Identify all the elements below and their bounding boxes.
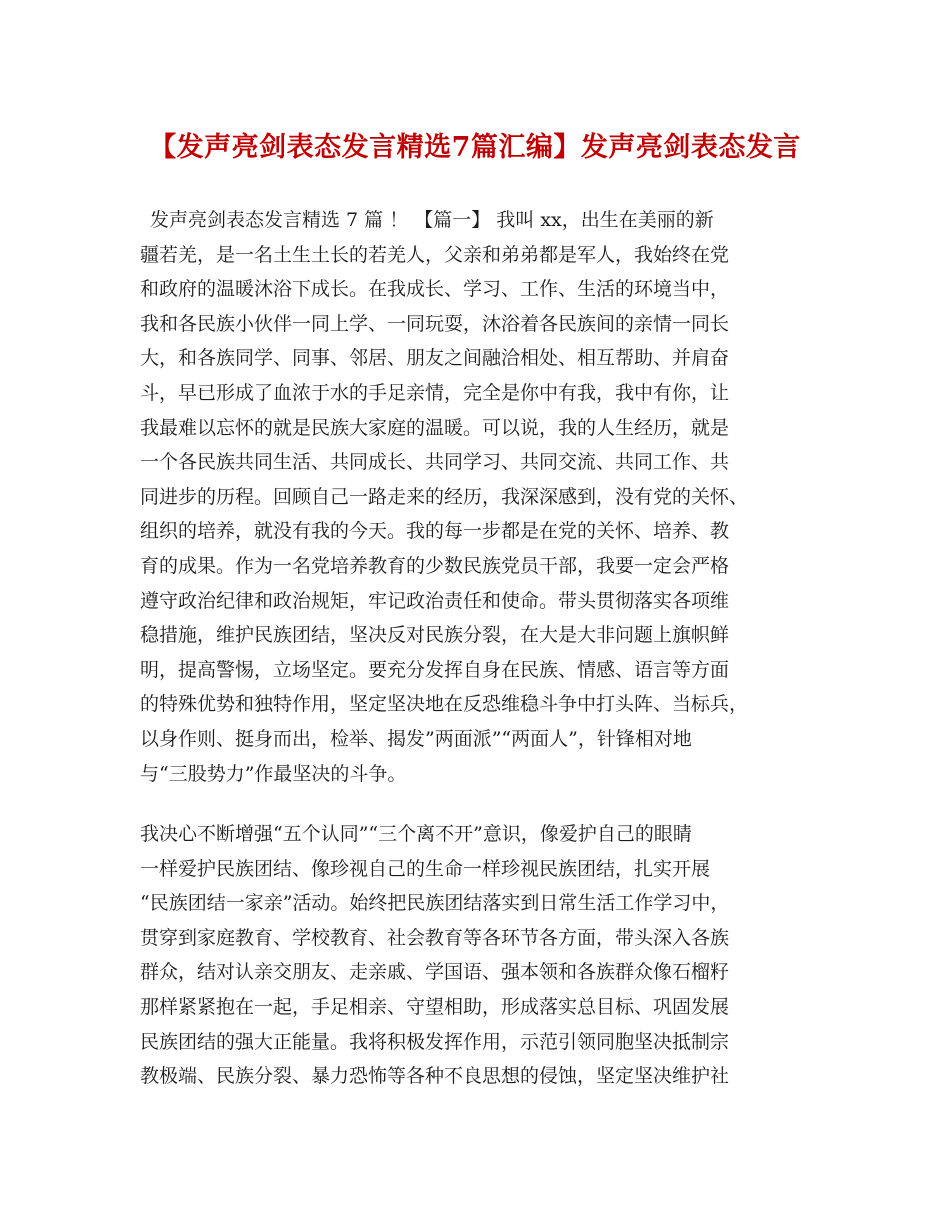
text-line: 育的成果。作为一名党培养教育的少数民族党员干部，我要一定会严格 [140,554,730,577]
text-line: 贯穿到家庭教育、学校教育、社会教育等各环节各方面，带头深入各族 [140,926,730,949]
text-line: 那样紧紧抱在一起，手足相亲、守望相助，形成落实总目标、巩固发展 [140,995,730,1018]
text-line: 与“三股势力”作最坚决的斗争。 [140,762,407,785]
text-line: 遵守政治纪律和政治规矩，牢记政治责任和使命。带头贯彻落实各项维 [140,589,730,612]
text-line: 和政府的温暖沐浴下成长。在我成长、学习、工作、生活的环境当中， [140,278,730,301]
text-line: 明，提高警惕，立场坚定。要充分发挥自身在民族、情感、语言等方面 [140,658,730,681]
text-line: 的特殊优势和独特作用，坚定坚决地在反恐维稳斗争中打头阵、当标兵， [140,693,749,716]
text-line: 一个各民族共同生活、共同成长、共同学习、共同交流、共同工作、共 [140,451,730,474]
paragraph-1 [140,203,826,791]
document-title: 【发声亮剑表态发言精选7篇汇编】发声亮剑表态发言 [149,132,801,163]
text-line: 我和各民族小伙伴一同上学、一同玩耍，沐浴着各民族间的亲情一同长 [140,312,730,335]
paragraph-2 [140,817,826,1094]
text-line: 同进步的历程。回顾自己一路走来的经历，我深深感到，没有党的关怀、 [140,485,749,508]
text-line: 大，和各族同学、同事、邻居、朋友之间融洽相处、相互帮助、并肩奋 [140,347,730,370]
text-line: 群众，结对认亲交朋友、走亲戚、学国语、强本领和各族群众像石榴籽 [140,961,730,984]
text-line: 发声亮剑表态发言精选 7 篇 ！ 【篇一】 我叫 xx，出生在美丽的新 [150,209,714,231]
text-line: 民族团结的强大正能量。我将积极发挥作用，示范引领同胞坚决抵制宗 [140,1030,730,1053]
text-line: 我最难以忘怀的就是民族大家庭的温暖。可以说，我的人生经历，就是 [140,416,730,439]
text-line: 组织的培养，就没有我的今天。我的每一步都是在党的关怀、培养、教 [140,520,730,543]
text-line: 教极端、民族分裂、暴力恐怖等各种不良思想的侵蚀，坚定坚决维护社 [140,1065,730,1088]
text-line: 以身作则、挺身而出，检举、揭发”两面派”“两面人”，针锋相对地 [140,727,692,750]
text-line: 斗，早已形成了血浓于水的手足亲情，完全是你中有我，我中有你，让 [140,381,730,404]
text-line: 我决心不断增强“五个认同”“三个离不开”意识，像爱护自己的眼睛 [140,823,692,845]
text-line: 疆若羌，是一名土生土长的若羌人，父亲和弟弟都是军人，我始终在党 [140,243,730,266]
text-line: 一样爱护民族团结、像珍视自己的生命一样珍视民族团结，扎实开展 [140,857,711,880]
text-line: “民族团结一家亲”活动。始终把民族团结落实到日常生活工作学习中， [140,892,730,915]
text-line: 稳措施，维护民族团结，坚决反对民族分裂，在大是大非问题上旗帜鲜 [140,624,730,647]
